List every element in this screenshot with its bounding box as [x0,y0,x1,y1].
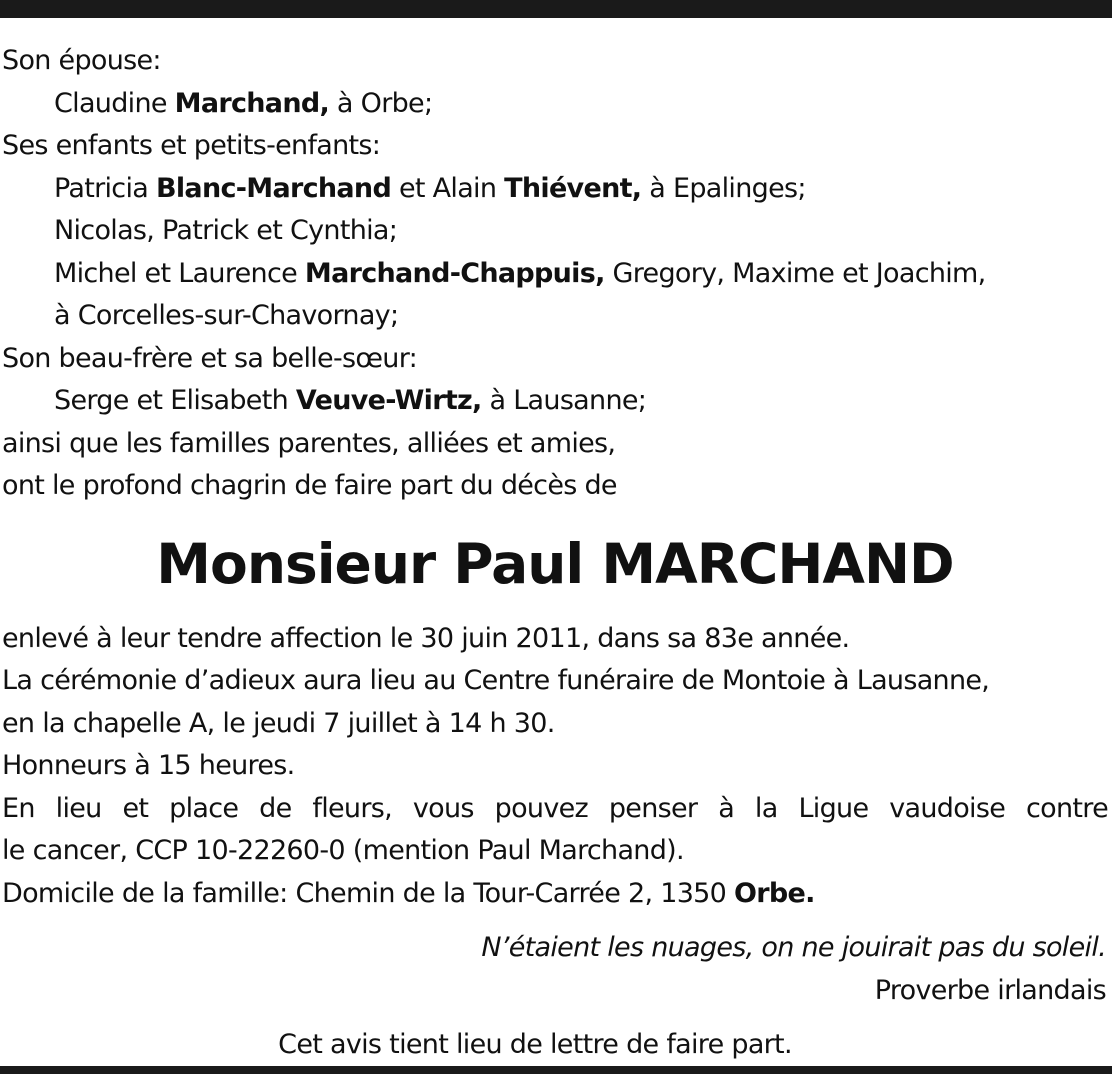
spacer [2,1012,1108,1024]
families-line: ainsi que les familles parentes, alliées et amies, [2,427,616,459]
inlaws-heading: Son beau-frère et sa belle-sœur: [2,342,418,374]
body-line: enlevé à leur tendre affection le 30 juin 2011, dans sa 83e année. [2,622,850,654]
wife-heading: Son épouse: [2,45,161,76]
body-line: En lieu et place de fleurs, vous pouvez penser à la Ligue vaudoise contre [2,792,1108,824]
body-line: en la chapelle A, le jeudi 7 juillet à 14 h 30. [2,707,555,739]
spacer [2,915,1108,927]
deceased-name: Monsieur Paul MARCHAND [156,531,954,596]
body-line: le cancer, CCP 10-22260-0 (mention Paul Marchand). [2,835,684,866]
inlaws-line: Serge et Elisabeth Veuve-Wirtz, à Lausanne; [54,385,647,416]
quote-source: Proverbe irlandais [874,974,1106,1006]
child2-line: Michel et Laurence Marchand-Chappuis, Gregory, Maxime et Joachim, [54,257,986,289]
bottom-rule [0,1066,1112,1074]
notice: Cet avis tient lieu de lettre de faire part. [278,1029,792,1060]
domicile-line: Domicile de la famille: Chemin de la Tour-Carrée 2, 1350 Orbe. [2,877,815,909]
child2-place-line: à Corcelles-sur-Chavornay; [54,300,399,331]
grandchildren1-line: Nicolas, Patrick et Cynthia; [54,215,398,246]
top-rule [0,0,1112,18]
body-line: Honneurs à 15 heures. [2,750,295,781]
obituary-text [2,40,1108,1067]
body-line: La cérémonie d’adieux aura lieu au Centre funéraire de Montoie à Lausanne, [2,665,990,696]
children-heading: Ses enfants et petits-enfants: [2,130,381,161]
child1-line: Patricia Blanc-Marchand et Alain Thiévent, à Epalinges; [54,172,806,204]
intro-line: ont le profond chagrin de faire part du décès de [2,470,617,501]
quote: N’étaient les nuages, on ne jouirait pas du soleil. [481,932,1106,963]
wife-line: Claudine Marchand, à Orbe; [54,87,433,119]
